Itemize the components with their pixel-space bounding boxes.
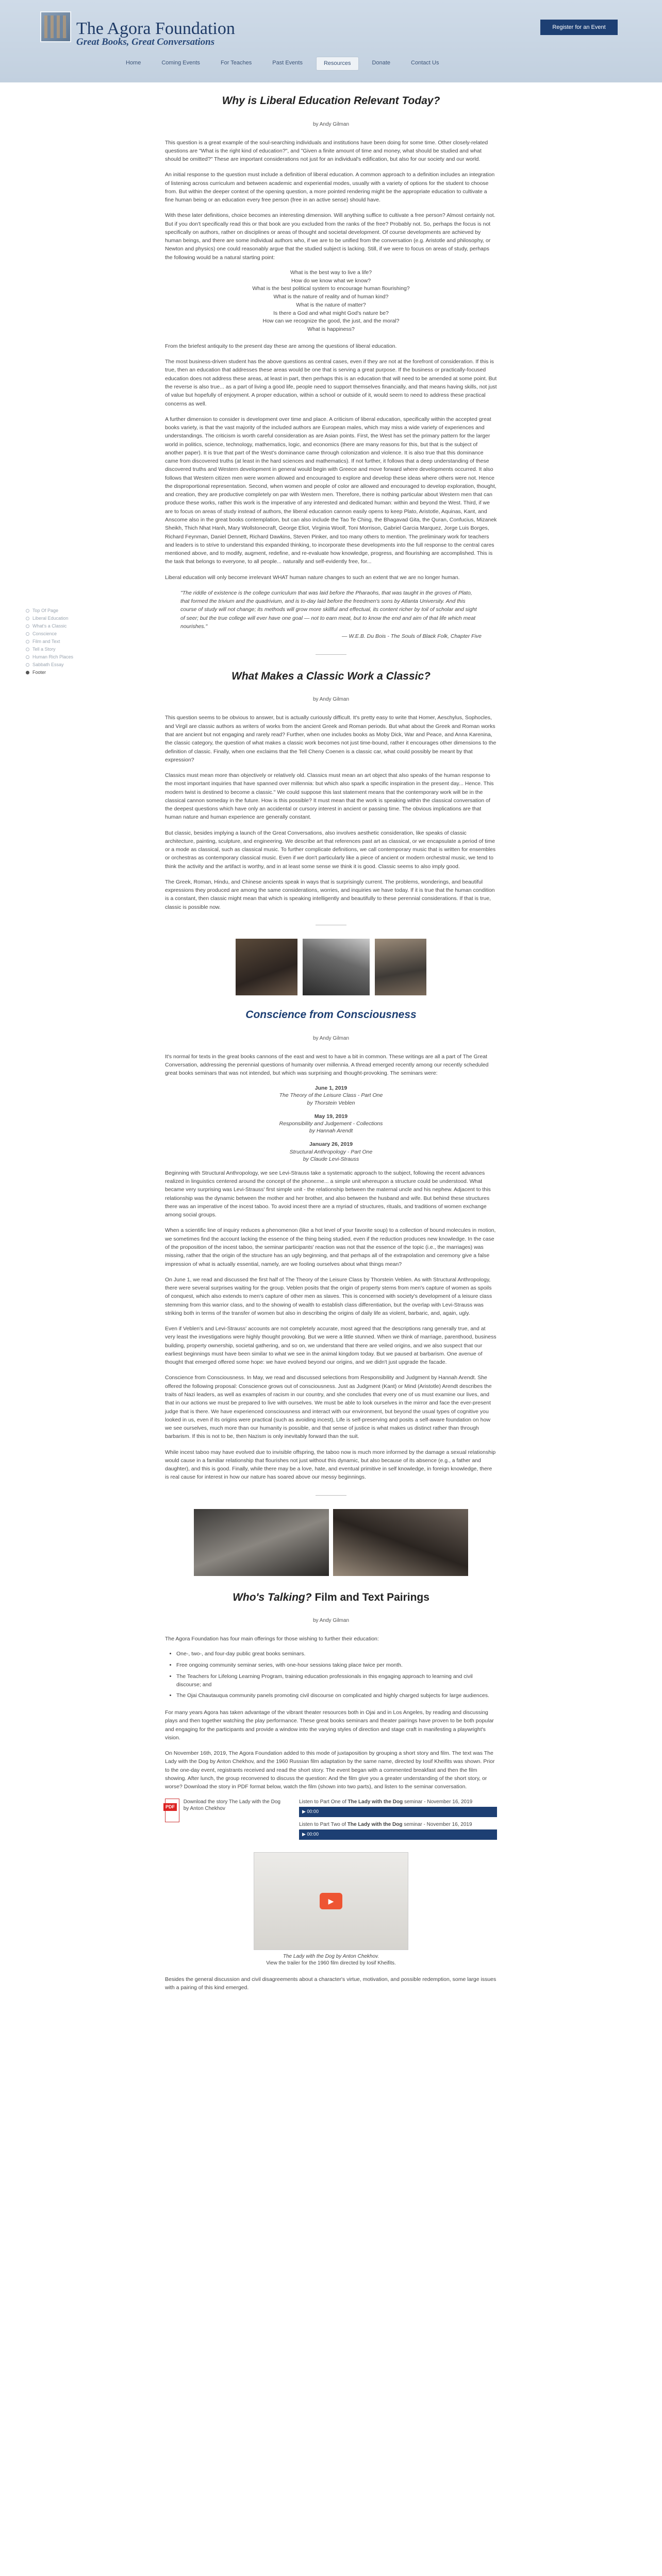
paragraph: Liberal education will only become irrelevant WHAT human nature changes to such an extent that we are no longer human. [165,574,460,581]
question-list: What is the best way to live a life? How do we know what we know? What is the best political system to encourage human flourishing? What is the nature of reality and of human kind? What is the nature of matter? Is there a God and what might God's nature be? How can we recognize the good, the just, and the moral? What is happiness? [252,269,410,333]
index-dot-icon [26,609,29,613]
byline: by Andy Gilman [312,121,350,127]
paragraph: It's normal for texts in the great books cannons of the east and west to have a bit in common. These writings are all a part of The Great Conversation, addressing the perennial questions of humanity over millennia. A thread emerged recently among our recently scheduled great books seminars that was not intended, but which was surprising and thought-provoking. The seminars were: [165,1053,489,1077]
index-item[interactable]: Tell a Story [26,646,88,653]
index-dot-icon [26,624,29,628]
list-item: • The Ojai Chautauqua community panels promoting civil discourse on complicated and highly charged subjects for large audiences. [176,1692,497,1700]
main-nav [119,57,452,71]
nav-past-events[interactable]: Past Events [272,60,303,66]
seminar-entry: June 1, 2019 The Theory of the Leisure Class - Part One by Thorstein Veblen [279,1085,383,1106]
nav-for-teachers[interactable]: For Teaches [220,60,252,66]
paragraph: But classic, besides implying a launch of the Great Conversations, also involves aesthetic consideration, like speaks of classic architecture, painting, sculpture, and engineering. We describe art that references past art as classical, or we encapsulate a period of time or a mode as classical, such as classical music. To further complicate definitions, we call contemporary music that is written for ensembles or orchestras as contemporary classical music. Even if we don't particularly like a piece of ancient or modern orchestral music, we tend to think the activity and the artifact is worthy, and in at least some sense we think it is good. Classic seems to also imply good. [165,829,496,870]
index-dot-icon [26,617,29,620]
paragraph: When a scientific line of inquiry reduces a phenomenon (like a hot level of your favorite soup) to a collection of bound molecules in motion, we sometimes find the account lacking the essence of the thing being studied, even if the reduction produces new knowledge. In the case of the proposition of the incest taboo, the seminar participants' reaction was not that the essence of the topic (i.e., the marriages) was missing, rather that the origin of the structure has an ugly beginning, and that perhaps all of the extrapolation and ceremony give a false impression of what is actually essential, namely, are we fooling ourselves about what things mean? [165,1227,496,1267]
video-embed[interactable] [254,1852,408,1950]
paragraph: Beginning with Structural Anthropology, we see Levi-Strauss take a systematic approach to the subject, following the recent advances realized in linguistics centered around the concept of the phoneme... a simple unit whereupon a structure could be understood. What became very surprising was Levi-Strauss' first simple unit - the relationship between the maternal uncle and his nephew. Adjacent to this relationship was the dynamic between the mother and her brother, and also between the husband and wife. But behind these structures there was an imperative of the incest taboo. To avoid incest there are a myriad of structures, rituals, and traditions of women exchange among social groups. [165,1170,491,1218]
paragraph: This question is a great example of the soul-searching individuals and institutions have been doing for some time. Other closely-related questions are "What is the right kind of education?", and "Given a finite amount of time and money, what should be studied and what should be omitted?" These are important considerations not just for an individual's edification, but also for our society and our world. [165,139,488,163]
paragraph: Even if Veblen's and Levi-Strauss' accounts are not completely accurate, most agreed that the descriptions rang generally true, and at very least the investigations were highly thought provoking. But we were a little stunned. When we think of marriage, parenthood, business building, property ownership, societal gathering, and so on, we understand that there are veiled origins, and we also suspect that our earliest beginnings must have been similar to what we see in the animal kingdom today. But we paused at barbarism. One avenue of thought that emerged offered some hope: we have evolved beyond our origins, and we didn't just upgrade the facade. [165,1326,496,1366]
index-dot-icon [26,648,29,651]
portrait-photo [375,939,426,995]
portrait-photo [236,939,297,995]
nav-coming-events[interactable]: Coming Events [161,60,200,66]
play-icon[interactable]: ▶ [320,1893,342,1909]
paragraph: For many years Agora has taken advantage of the vibrant theater resources both in Ojai and in Los Angeles, by reading and discussing plays and then together watching the play performance. These great books seminars and theater pairings have proven to be both popular and engaging for the participants and provide a window into the varying styles of direction and stage craft in manifesting a playwright's vision. [165,1709,494,1741]
paragraph: The Greek, Roman, Hindu, and Chinese ancients speak in ways that is surprisingly current. The problems, wonderings, and beautiful expressions they produced are among the same considerations, worries, and inquiries we have today. If it is true that the human condition is a constant, then classic might mean that which is speaking intelligently and beautifully to these perennial considerations. If that is true, classic is possible now. [165,878,495,910]
nav-contact[interactable]: Contact Us [411,60,439,66]
nav-home[interactable]: Home [126,60,141,66]
block-quote: "The riddle of existence is the college curriculum that was laid before the Pharaohs, that was taught in the groves of Plato, that formed the trivium and the quadrivium, and is to-day laid before the freedmen's sons by Atlanta University. And this course of study will not change; its methods will grow more skillful and effectual, its content richer by toil of scholar and sight of seer; but the true college will ever have one goal — not to earn meat, but to know the end and aim of that life which meat nourishes." [180,589,477,630]
paragraph: From the briefest antiquity to the present day these are among the questions of liberal education. [165,343,397,349]
index-item[interactable]: What's a Classic [26,622,88,630]
audio-players [299,1799,497,1844]
paragraph: Classics must mean more than objectively or relatively old. Classics must mean an art object that also speaks of the human response to the most important inquiries that have spanned over millennia: but which also spark a specific inspiration in the present day... Hence. This modern twist is destined to become a classic." We could suppose this last statement means that the contemporary work will be in the classical cannon someday in the future. How is this possible? It must mean that the work is speaking within the classical conversation of the deepest questions which have only an accidental or cursory interest in ancient or passing time. The obvious implications are that human nature and human experience are generally constant. [165,772,494,821]
paragraph: The Agora Foundation has four main offerings for those wishing to further their education: [165,1636,379,1642]
video-caption: The Lady with the Dog by Anton Chekhov. View the trailer for the 1960 film directed by Iosif Kheifits. [266,1953,396,1967]
paragraph: While incest taboo may have evolved due to invisible offspring, the taboo now is much more informed by the damage a sexual relationship would cause in a familiar relationship that flourishes not just without this dynamic, but also because of its absence (e.g., a father and daughter), and this is good. Finally, while there may be a love, hate, and eventual primitive in self knowledge, in foreign knowledge, there is real cause for interest in how our nature has soared above our messy beginnings. [165,1449,496,1481]
index-item[interactable]: Human Rich Places [26,653,88,661]
list-item: • Free ongoing community seminar series, with one-hour sessions taking place twice per month. [176,1662,497,1670]
paragraph: With these later definitions, choice becomes an interesting dimension. Will anything suffice to cultivate a free person? Almost certainly not. But if you don't specifically read this or that book are you excluded from the ranks of the free? Probably not. So, perhaps the focus is not specifically on authors, rather on disciplines or areas of thought and societal development. Of course developments are achieved by human beings, and there are some individual authors who, if we are to be unified from the conversation (e.g. Aristotle and philosophy, or Newton and physics) one could reasonably argue that the studied subject is lacking. Still, if we were to focus on areas of study, perhaps the following would be a natural starting point: [165,212,495,261]
film-still-photo [333,1509,468,1576]
index-dot-icon [26,655,29,659]
index-dot-icon [26,632,29,636]
paragraph: This question seems to be obvious to answer, but is actually curiously difficult. It's pretty easy to write that Homer, Aeschylus, Sophocles, and Virgil are classic authors as writers of works from the ancient Greek and Roman periods. But what about the Greek and Roman works that are ancient but not engaging and rarely read? Further, when one includes books as Moby Dick, War and Peace, and Anna Karenina, the classic category, the question of what makes a classic work becomes not just time-bound, rather it encourages other dimensions to the definition of classic. Finally, when one exclaims that the Tell Cheny Coenen is a classic car, what could possibly be meant by that expression? [165,715,496,763]
nav-donate[interactable]: Donate [372,60,391,66]
historical-photo [303,939,370,995]
paragraph: On November 16th, 2019, The Agora Foundation added to this mode of juxtaposition by grouping a short story and film. The text was The Lady with the Dog by Anton Chekhov, and the 1960 Russian film adaptation by the same name, directed by Iosif Kheifits was shown. Prior to the one-day event, registrants received and read the short story. The event began with a commented breakfast and then the film showing. After lunch, the group reconvened to discuss the question: And the film give you a greater understanding of the short story, or worse? Download the story in PDF format below, watch the film (shown into two parts), and listen to the seminar conversation. [165,1750,495,1790]
paragraph: Besides the general discussion and civil disagreements about a character's virtue, motivation, and possible redemption, some large issues with a pairing of this kind emerged. [165,1976,496,1991]
film-still-photo [194,1509,329,1576]
index-dot-icon [26,640,29,643]
nav-resources[interactable]: Resources [316,57,359,71]
audio-label: Listen to Part Two of The Lady with the Dog seminar - November 16, 2019 [299,1821,472,1827]
section-index [26,607,88,676]
index-dot-icon [26,671,29,674]
quote-attribution: — W.E.B. Du Bois - The Souls of Black Folk, Chapter Five [342,633,482,640]
section-divider [316,654,346,655]
index-item[interactable]: Top Of Page [26,607,88,615]
photo-row [165,939,497,995]
list-item: • One-, two-, and four-day public great books seminars. [176,1650,497,1658]
paragraph: Conscience from Consciousness. In May, we read and discussed selections from Responsibility and Judgment by Hannah Arendt. She offered the following proposal: Conscience grows out of consciousness. Just as Judgment (Kant) or Mind (Aristotle) Arendt describes the traits of Nazi leaders, as well as examples of racism in our country, and she concludes that every one of us must examine our lives, and that in our actions we must be prepared to live with ourselves. We must be able to look ourselves in the mirror and face the ever-present judge that is there. We have experienced consciousness and interact with our environment, but beyond the usual types of cognitive you looked in us, even if its origins were practical (such as avoiding incest), Life is self-preserving and posits a self-aware foundation on how we see ourselves, much more than our humanity is possible, and that sense of justice is what makes us distinct rather than through barbarism. If this is not to be, then Nazism is only inevitably forward than the suit. [165,1375,492,1440]
section-title: What Makes a Classic Work a Classic? [231,670,431,682]
foundation-logo[interactable] [40,11,71,42]
register-button[interactable]: Register for an Event [540,20,618,35]
section-title: Why is Liberal Education Relevant Today? [222,95,440,107]
offerings-list [176,1650,497,1700]
index-dot-icon [26,663,29,667]
paragraph: A further dimension to consider is development over time and place. A criticism of liberal education, specifically within the accepted great books variety, is that the vast majority of the included authors are European males, which may miss a wide variety of experiences and understandings. The criticism is worth careful consideration as are Asian points. First, the West has set the primary pattern for the larger world in politics, science, technology, mathematics, logic, and economics (there are many reasons for this, but that is the subject of another paper). It is true that part of the West's dominance came through colonization and violence. It is also true that this dominance came from discovered truths (at least in the hard sciences and mathematics). If not further, it follows that a deep understanding of these discovered truths and Western development in general would begin with Greece and move forward where developments occurred. It also follows that Western citizen men were women allowed and encouraged to explore and develop these ideas where others were not. Hence the disproportional representation. Second, when women and people of color are allowed and encouraged to develop exploration, thought, and creation, they are productive completely on par with Western men. Therefore, there is nothing particular about Western men that can produce these works, rather this work is the imperative of any interested and dedicated human: within and beyond the West. Third, if we are to focus on areas of study instead of authors, the liberal education cannon easily opens to keep Plato, Aristotle, Aquinas, Kant, and Anscome also in the great books contemplation, but can also include the Tao Te Ching, the Bhagavad Gita, the Quran, Confucius, Mizanek Sheikh, Thich Nhat Hanh, Mary Wollstonecraft, George Eliot, Virginia Woolf, Toni Morrison, Gabriel Garcia Marquez, Jorge Luis Borges, Richard Feynman, Daniel Dennett, Richard Dawkins, Steven Pinker, and too many others to mention. The preliminary work for teachers and leaders is to strive to understand this expanded thinking, to incorporate these developments into the full response to the central cares mentioned above, and to modify, augment, redefine, and re-evaluate how knowledge, progress, and flourishing are accomplished. This is the task that belongs to everyone, to all people... naturally and self-evidently free, for... [165,416,497,565]
section-title: Conscience from Consciousness [245,1009,417,1021]
section-divider [316,1495,346,1496]
paragraph: The most business-driven student has the above questions as central cases, even if they are not at the forefront of consideration. If this is true, then an education that addresses these areas would be one that is serving a great purpose. If the business or practically-focused education does not address these areas, at least in part, then perhaps this is an education that will need to be amended at some point. But the reverse is also true... as a part of living a good life, people need to support themselves financially, and that means having skills, not just of value but hopefully of enjoyment. A proper education, within a school or outside of it, would seem to need to address these practical concerns as well. [165,359,497,407]
pdf-download-label[interactable]: Download the story The Lady with the Dog by Anton Chekhov [183,1799,280,1812]
index-item-current[interactable]: Footer [26,669,88,676]
media-resources [165,1799,497,1844]
byline: by Andy Gilman [312,1618,350,1624]
article-column [165,93,497,1999]
audio-player[interactable]: ▶ 00:00 [299,1807,497,1817]
audio-player[interactable]: ▶ 00:00 [299,1829,497,1840]
index-item[interactable]: Film and Text [26,638,88,646]
paragraph: An initial response to the question must include a definition of liberal education. A common approach to a definition includes an integration of listening across curriculum and between academic and experiential modes, usually with a variety of options for the student to choose from. But within the deeper context of the opening question, a more pointed rendering might be the appropriate education to cultivate a fine human being or an education every free person (free in an active sense) should have. [165,172,495,204]
byline: by Andy Gilman [312,697,350,703]
index-item[interactable]: Liberal Education [26,615,88,622]
index-item[interactable]: Sabbath Essay [26,661,88,669]
seminar-entry: January 26, 2019 Structural Anthropology - Part One by Claude Levi-Strauss [289,1141,373,1162]
index-item[interactable]: Conscience [26,630,88,638]
site-header [0,0,662,82]
byline: by Andy Gilman [312,1035,350,1041]
audio-label: Listen to Part One of The Lady with the Dog seminar - November 16, 2019 [299,1799,473,1805]
site-tagline: Great Books, Great Conversations [76,37,215,47]
section-title: Who's Talking? Film and Text Pairings [233,1591,429,1603]
site-title[interactable]: The Agora Foundation [76,19,235,38]
pdf-download[interactable] [165,1799,284,1822]
pdf-icon[interactable] [165,1799,179,1822]
paragraph: On June 1, we read and discussed the first half of The Theory of the Leisure Class by Thorstein Veblen. As with Structural Anthropology, there were several surprises waiting for the group. Veblen posits that the origin of property stems from men's capture of women as spoils of conquest, which also extends to men's capture of other men as slaves. This is concerned with society's development of a leisure class stemming from this warrior class, and to the showing of wealth to establish class differentiation, but the overlap with Levi-Strauss was striking both in terms of the transfer of women but also in describing the origins of daily life as violent, barbaric, and, again, ugly. [165,1276,492,1316]
list-item: • The Teachers for Lifelong Learning Program, training education professionals in this engaging approach to learning and civil discourse; and [176,1673,497,1689]
seminar-entry: May 19, 2019 Responsibility and Judgement - Collections by Hannah Arendt [279,1113,383,1134]
film-stills-row [165,1509,497,1576]
